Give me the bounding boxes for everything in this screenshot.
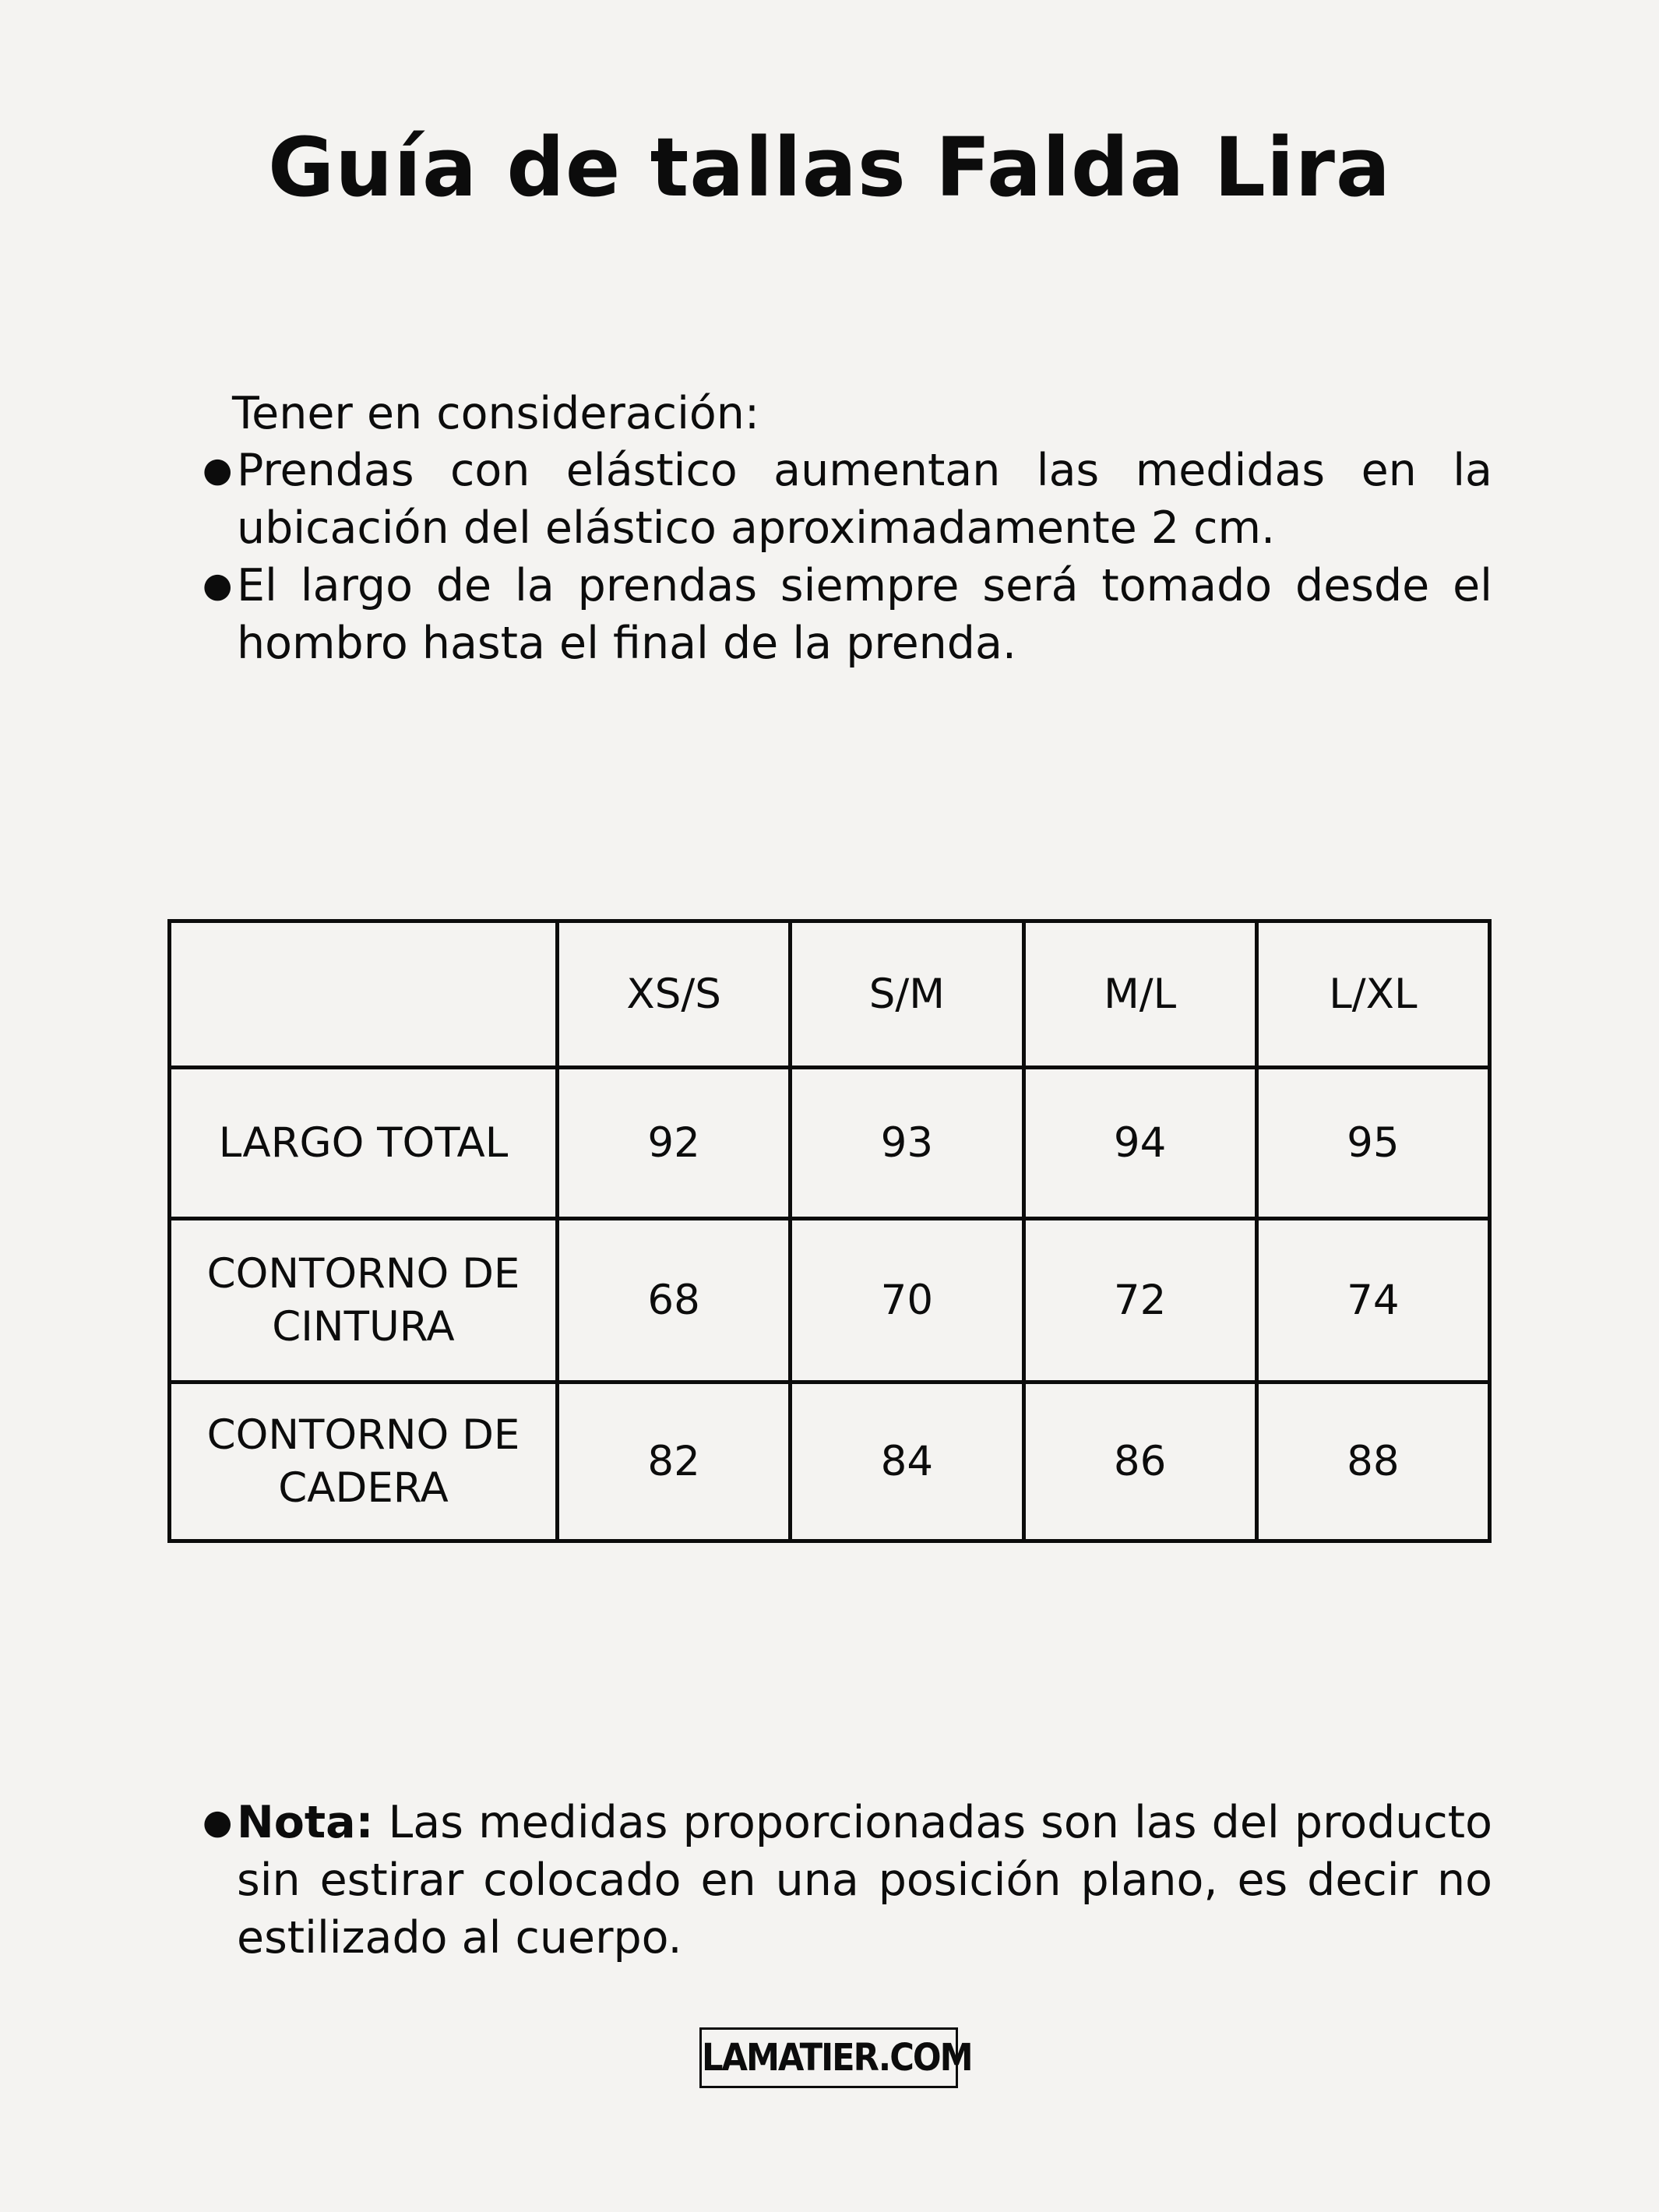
- list-item: [192, 557, 1492, 672]
- size-header-s-m: S/M: [791, 921, 1023, 1068]
- table-row: [170, 1068, 1490, 1219]
- size-header-m-l: M/L: [1023, 921, 1256, 1068]
- table-cell: 95: [1256, 1068, 1489, 1219]
- table-cell: 86: [1023, 1382, 1256, 1541]
- row-label-contorno-cintura: CONTORNO DE CINTURA: [170, 1219, 558, 1382]
- table-cell: 92: [558, 1068, 791, 1219]
- table-cell: 94: [1023, 1068, 1256, 1219]
- size-header-l-xl: L/XL: [1256, 921, 1489, 1068]
- table-cell: 93: [791, 1068, 1023, 1219]
- note-label: Nota:: [237, 1797, 374, 1848]
- bullet-icon: ●: [203, 450, 233, 490]
- bullet-icon: ●: [203, 565, 233, 605]
- table-corner-cell: [170, 921, 558, 1068]
- consideration-list: [192, 442, 1492, 672]
- bullet-icon: ●: [203, 1802, 233, 1842]
- size-header-xs-s: XS/S: [558, 921, 791, 1068]
- list-item: [192, 1794, 1492, 1967]
- table-row: [170, 1219, 1490, 1382]
- bullet-text-length: El largo de la prendas siempre será tomado desde el hombro hasta el final de la prenda.: [237, 560, 1492, 669]
- table-cell: 88: [1256, 1382, 1489, 1541]
- row-label-largo-total: LARGO TOTAL: [170, 1068, 558, 1219]
- size-table: [167, 919, 1492, 1543]
- table-cell: 82: [558, 1382, 791, 1541]
- table-cell: 72: [1023, 1219, 1256, 1382]
- table-cell: 68: [558, 1219, 791, 1382]
- bullet-text-elastic: Prendas con elástico aumentan las medidas en la ubicación del elástico aproximadamente 2 cm.: [237, 445, 1492, 554]
- consideration-heading: Tener en consideración:: [232, 388, 760, 439]
- brand-badge: LAMATIER.COM: [699, 2027, 958, 2088]
- table-row: [170, 1382, 1490, 1541]
- list-item: [192, 442, 1492, 557]
- table-header-row: [170, 921, 1490, 1068]
- page-title: Guía de tallas Falda Lira: [267, 120, 1392, 215]
- note-list: [192, 1794, 1492, 1967]
- row-label-contorno-cadera: CONTORNO DE CADERA: [170, 1382, 558, 1541]
- table-cell: 70: [791, 1219, 1023, 1382]
- note-text: Las medidas proporcionadas son las del producto sin estirar colocado en una posición plano, es decir no estilizado al cuerpo.: [237, 1797, 1492, 1964]
- table-cell: 84: [791, 1382, 1023, 1541]
- table-cell: 74: [1256, 1219, 1489, 1382]
